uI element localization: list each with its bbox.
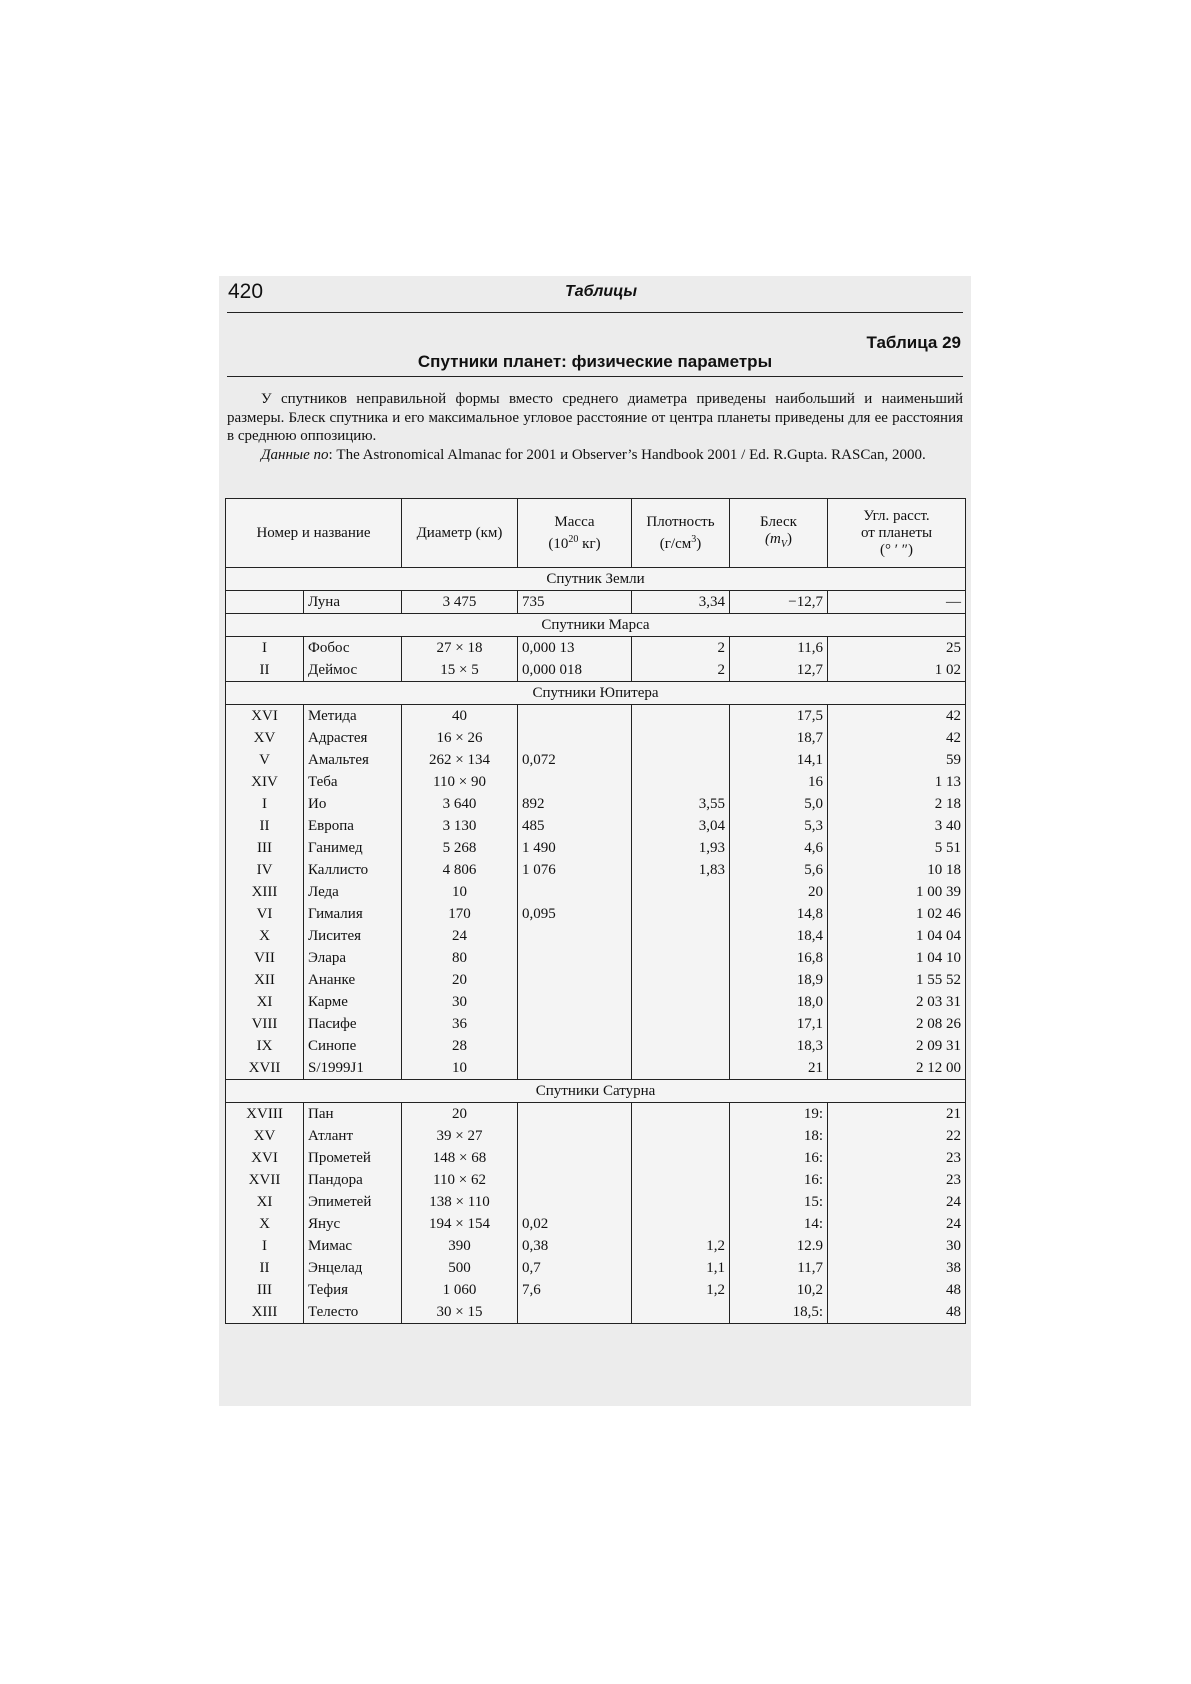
cell-magnitude: 17,1	[730, 1013, 828, 1035]
cell-angular: 48	[828, 1301, 966, 1324]
cell-diameter: 16 × 26	[402, 727, 518, 749]
cell-angular: 1 04 04	[828, 925, 966, 947]
intro-text	[227, 390, 963, 464]
cell-name: Карме	[304, 991, 402, 1013]
cell-mass	[518, 991, 632, 1013]
cell-diameter: 3 640	[402, 793, 518, 815]
cell-mass	[518, 727, 632, 749]
cell-mass: 0,02	[518, 1213, 632, 1235]
cell-diameter: 110 × 90	[402, 771, 518, 793]
cell-mass	[518, 881, 632, 903]
cell-density: 1,2	[632, 1279, 730, 1301]
cell-magnitude: 19:	[730, 1103, 828, 1126]
cell-density: 1,93	[632, 837, 730, 859]
cell-name: Энцелад	[304, 1257, 402, 1279]
cell-num: XII	[226, 969, 304, 991]
cell-magnitude: 5,0	[730, 793, 828, 815]
cell-num: II	[226, 1257, 304, 1279]
cell-mass	[518, 925, 632, 947]
cell-magnitude: 18,4	[730, 925, 828, 947]
cell-mass: 1 490	[518, 837, 632, 859]
cell-magnitude: 18,5:	[730, 1301, 828, 1324]
table-row	[226, 969, 966, 991]
table-row	[226, 793, 966, 815]
cell-magnitude: 12,7	[730, 659, 828, 682]
col-name-header: Номер и название	[226, 499, 402, 568]
table-row	[226, 881, 966, 903]
cell-diameter: 5 268	[402, 837, 518, 859]
cell-name: Адрастея	[304, 727, 402, 749]
table-row	[226, 1213, 966, 1235]
cell-angular: 22	[828, 1125, 966, 1147]
cell-name: Деймос	[304, 659, 402, 682]
cell-mass	[518, 705, 632, 728]
cell-magnitude: 16:	[730, 1147, 828, 1169]
cell-diameter: 40	[402, 705, 518, 728]
cell-mass: 485	[518, 815, 632, 837]
cell-name: Теба	[304, 771, 402, 793]
cell-mass	[518, 1147, 632, 1169]
cell-magnitude: 18,3	[730, 1035, 828, 1057]
cell-num: XV	[226, 1125, 304, 1147]
col-magnitude-header: Блеск $(m_V)$	[730, 499, 828, 568]
col-mass-header: Масса ($10^{20}$ кг)	[518, 499, 632, 568]
cell-angular: 1 00 39	[828, 881, 966, 903]
cell-density: 2	[632, 659, 730, 682]
cell-diameter: 148 × 68	[402, 1147, 518, 1169]
cell-magnitude: 16:	[730, 1169, 828, 1191]
group-title: Спутники Марса	[226, 614, 966, 637]
cell-num: II	[226, 659, 304, 682]
cell-diameter: 20	[402, 1103, 518, 1126]
table-row	[226, 771, 966, 793]
intro-paragraph: У спутников неправильной формы вместо среднего диаметра приведены наибольший и наименьший размеры. Блеск спутника и его максимальное угловое расстояние от центра планеты приведены для ее расстояния в среднюю оппозицию.	[227, 391, 963, 445]
cell-diameter: 170	[402, 903, 518, 925]
cell-num	[226, 591, 304, 614]
cell-name: Ганимед	[304, 837, 402, 859]
cell-magnitude: 14,8	[730, 903, 828, 925]
source-text: : The Astronomical Almanac for 2001 и Observer’s Handbook 2001 / Ed. R.Gupta. RASCan, 2000.	[328, 446, 926, 463]
cell-mass	[518, 1191, 632, 1213]
cell-angular: 3 40	[828, 815, 966, 837]
table-row	[226, 1057, 966, 1080]
source-note	[227, 446, 963, 465]
col-density-header: Плотность $(г/см^3)$	[632, 499, 730, 568]
cell-diameter: 27 × 18	[402, 637, 518, 660]
cell-diameter: 20	[402, 969, 518, 991]
cell-name: Метида	[304, 705, 402, 728]
cell-mass: 0,38	[518, 1235, 632, 1257]
cell-density	[632, 1125, 730, 1147]
cell-mass	[518, 1013, 632, 1035]
cell-num: VI	[226, 903, 304, 925]
table-row	[226, 947, 966, 969]
cell-name: Ио	[304, 793, 402, 815]
cell-angular: 2 08 26	[828, 1013, 966, 1035]
cell-mass: 7,6	[518, 1279, 632, 1301]
cell-name: Янус	[304, 1213, 402, 1235]
cell-angular: 10 18	[828, 859, 966, 881]
cell-diameter: 110 × 62	[402, 1169, 518, 1191]
cell-magnitude: 16,8	[730, 947, 828, 969]
cell-density	[632, 771, 730, 793]
cell-angular: 42	[828, 705, 966, 728]
cell-num: X	[226, 925, 304, 947]
cell-angular: 48	[828, 1279, 966, 1301]
cell-name: Ананке	[304, 969, 402, 991]
cell-num: V	[226, 749, 304, 771]
table-row	[226, 1013, 966, 1035]
cell-mass: 0,000 018	[518, 659, 632, 682]
cell-density: 1,2	[632, 1235, 730, 1257]
cell-diameter: 30 × 15	[402, 1301, 518, 1324]
cell-magnitude: 14:	[730, 1213, 828, 1235]
cell-num: III	[226, 837, 304, 859]
cell-density: 3,55	[632, 793, 730, 815]
table-row	[226, 1235, 966, 1257]
cell-density	[632, 991, 730, 1013]
cell-diameter: 3 475	[402, 591, 518, 614]
cell-mass	[518, 1035, 632, 1057]
cell-mass	[518, 1301, 632, 1324]
table-row	[226, 903, 966, 925]
cell-magnitude: 12.9	[730, 1235, 828, 1257]
group-header-row	[226, 1080, 966, 1103]
cell-density	[632, 727, 730, 749]
cell-diameter: 4 806	[402, 859, 518, 881]
cell-name: Амальтея	[304, 749, 402, 771]
header-rule	[227, 312, 963, 313]
cell-magnitude: 21	[730, 1057, 828, 1080]
cell-mass: 1 076	[518, 859, 632, 881]
table-row	[226, 1191, 966, 1213]
cell-mass	[518, 947, 632, 969]
table-row	[226, 1125, 966, 1147]
cell-density: 3,34	[632, 591, 730, 614]
cell-num: XIV	[226, 771, 304, 793]
cell-angular: 21	[828, 1103, 966, 1126]
cell-num: XVI	[226, 1147, 304, 1169]
cell-angular: 2 09 31	[828, 1035, 966, 1057]
cell-angular: 25	[828, 637, 966, 660]
table-row	[226, 1147, 966, 1169]
cell-density	[632, 903, 730, 925]
satellites-table	[225, 498, 966, 1324]
cell-angular: 5 51	[828, 837, 966, 859]
cell-mass: 0,095	[518, 903, 632, 925]
group-title: Спутники Сатурна	[226, 1080, 966, 1103]
cell-num: X	[226, 1213, 304, 1235]
cell-magnitude: 17,5	[730, 705, 828, 728]
cell-mass	[518, 771, 632, 793]
cell-name: Леда	[304, 881, 402, 903]
cell-name: Синопе	[304, 1035, 402, 1057]
cell-angular: 2 18	[828, 793, 966, 815]
cell-magnitude: 10,2	[730, 1279, 828, 1301]
cell-num: I	[226, 793, 304, 815]
table-row	[226, 837, 966, 859]
cell-magnitude: 18,9	[730, 969, 828, 991]
table-number: Таблица 29	[866, 333, 961, 352]
cell-num: XI	[226, 1191, 304, 1213]
cell-mass	[518, 1125, 632, 1147]
cell-density	[632, 705, 730, 728]
cell-name: Пандора	[304, 1169, 402, 1191]
cell-density	[632, 1191, 730, 1213]
group-title: Спутники Юпитера	[226, 682, 966, 705]
cell-name: Тефия	[304, 1279, 402, 1301]
cell-num: XIII	[226, 1301, 304, 1324]
cell-num: XV	[226, 727, 304, 749]
cell-magnitude: 5,3	[730, 815, 828, 837]
group-header-row	[226, 614, 966, 637]
cell-density	[632, 1301, 730, 1324]
cell-diameter: 80	[402, 947, 518, 969]
cell-diameter: 10	[402, 881, 518, 903]
cell-density	[632, 925, 730, 947]
cell-name: S/1999J1	[304, 1057, 402, 1080]
cell-name: Каллисто	[304, 859, 402, 881]
table-row	[226, 727, 966, 749]
cell-angular: 2 12 00	[828, 1057, 966, 1080]
cell-magnitude: 11,7	[730, 1257, 828, 1279]
cell-name: Лиситея	[304, 925, 402, 947]
cell-num: XVIII	[226, 1103, 304, 1126]
cell-mass: 735	[518, 591, 632, 614]
cell-magnitude: 15:	[730, 1191, 828, 1213]
cell-magnitude: 18:	[730, 1125, 828, 1147]
cell-magnitude: 14,1	[730, 749, 828, 771]
table-row	[226, 1301, 966, 1324]
col-diameter-header: Диаметр (км)	[402, 499, 518, 568]
table-row	[226, 749, 966, 771]
cell-diameter: 36	[402, 1013, 518, 1035]
cell-angular: 1 04 10	[828, 947, 966, 969]
cell-name: Мимас	[304, 1235, 402, 1257]
cell-angular: —	[828, 591, 966, 614]
source-label: Данные по	[261, 446, 329, 463]
cell-diameter: 390	[402, 1235, 518, 1257]
cell-diameter: 194 × 154	[402, 1213, 518, 1235]
cell-density: 1,83	[632, 859, 730, 881]
cell-angular: 24	[828, 1191, 966, 1213]
cell-magnitude: 18,7	[730, 727, 828, 749]
title-rule	[227, 376, 963, 377]
cell-num: IX	[226, 1035, 304, 1057]
table-row	[226, 637, 966, 660]
cell-density	[632, 947, 730, 969]
table-row	[226, 859, 966, 881]
cell-angular: 2 03 31	[828, 991, 966, 1013]
table-row	[226, 1103, 966, 1126]
cell-num: XVII	[226, 1169, 304, 1191]
cell-diameter: 10	[402, 1057, 518, 1080]
cell-angular: 1 02	[828, 659, 966, 682]
cell-num: XVII	[226, 1057, 304, 1080]
table-row	[226, 1279, 966, 1301]
cell-name: Атлант	[304, 1125, 402, 1147]
cell-density	[632, 1035, 730, 1057]
cell-density	[632, 881, 730, 903]
cell-name: Пан	[304, 1103, 402, 1126]
cell-name: Прометей	[304, 1147, 402, 1169]
cell-diameter: 1 060	[402, 1279, 518, 1301]
group-header-row	[226, 568, 966, 591]
cell-num: XI	[226, 991, 304, 1013]
cell-angular: 1 02 46	[828, 903, 966, 925]
cell-name: Телесто	[304, 1301, 402, 1324]
cell-density	[632, 1103, 730, 1126]
cell-diameter: 30	[402, 991, 518, 1013]
cell-num: III	[226, 1279, 304, 1301]
cell-density	[632, 1213, 730, 1235]
cell-num: II	[226, 815, 304, 837]
cell-density	[632, 1147, 730, 1169]
cell-name: Эпиметей	[304, 1191, 402, 1213]
cell-mass	[518, 1057, 632, 1080]
cell-num: VIII	[226, 1013, 304, 1035]
cell-magnitude: 20	[730, 881, 828, 903]
table-header-row	[226, 499, 966, 568]
cell-density: 3,04	[632, 815, 730, 837]
cell-magnitude: 5,6	[730, 859, 828, 881]
cell-angular: 38	[828, 1257, 966, 1279]
table-row	[226, 925, 966, 947]
cell-angular: 24	[828, 1213, 966, 1235]
cell-num: XIII	[226, 881, 304, 903]
cell-diameter: 3 130	[402, 815, 518, 837]
cell-diameter: 500	[402, 1257, 518, 1279]
cell-name: Пасифе	[304, 1013, 402, 1035]
cell-diameter: 24	[402, 925, 518, 947]
cell-name: Гималия	[304, 903, 402, 925]
cell-mass: 0,072	[518, 749, 632, 771]
cell-diameter: 138 × 110	[402, 1191, 518, 1213]
table-row	[226, 815, 966, 837]
page-number: 420	[228, 280, 264, 303]
table-row	[226, 591, 966, 614]
cell-mass	[518, 1169, 632, 1191]
cell-mass: 0,7	[518, 1257, 632, 1279]
cell-angular: 23	[828, 1147, 966, 1169]
cell-angular: 1 13	[828, 771, 966, 793]
cell-angular: 1 55 52	[828, 969, 966, 991]
table-row	[226, 1169, 966, 1191]
table-row	[226, 659, 966, 682]
cell-num: XVI	[226, 705, 304, 728]
cell-diameter: 15 × 5	[402, 659, 518, 682]
cell-name: Европа	[304, 815, 402, 837]
cell-angular: 59	[828, 749, 966, 771]
cell-mass	[518, 1103, 632, 1126]
table-row	[226, 1257, 966, 1279]
cell-name: Элара	[304, 947, 402, 969]
group-header-row	[226, 682, 966, 705]
cell-diameter: 28	[402, 1035, 518, 1057]
running-head: Таблицы	[565, 283, 638, 300]
cell-num: VII	[226, 947, 304, 969]
cell-name: Луна	[304, 591, 402, 614]
cell-magnitude: 18,0	[730, 991, 828, 1013]
cell-diameter: 39 × 27	[402, 1125, 518, 1147]
cell-mass: 892	[518, 793, 632, 815]
cell-diameter: 262 × 134	[402, 749, 518, 771]
cell-angular: 23	[828, 1169, 966, 1191]
cell-density	[632, 969, 730, 991]
group-title: Спутник Земли	[226, 568, 966, 591]
cell-density	[632, 1169, 730, 1191]
cell-mass	[518, 969, 632, 991]
cell-magnitude: 4,6	[730, 837, 828, 859]
col-angular-header: Угл. расст. от планеты (° ′ ″)	[828, 499, 966, 568]
cell-magnitude: −12,7	[730, 591, 828, 614]
cell-density: 2	[632, 637, 730, 660]
cell-density	[632, 1013, 730, 1035]
cell-angular: 42	[828, 727, 966, 749]
cell-mass: 0,000 13	[518, 637, 632, 660]
cell-angular: 30	[828, 1235, 966, 1257]
cell-num: I	[226, 637, 304, 660]
cell-num: IV	[226, 859, 304, 881]
table-title: Спутники планет: физические параметры	[417, 352, 773, 371]
cell-density	[632, 749, 730, 771]
cell-magnitude: 16	[730, 771, 828, 793]
cell-name: Фобос	[304, 637, 402, 660]
cell-magnitude: 11,6	[730, 637, 828, 660]
cell-num: I	[226, 1235, 304, 1257]
cell-density: 1,1	[632, 1257, 730, 1279]
cell-density	[632, 1057, 730, 1080]
table-row	[226, 1035, 966, 1057]
table-row	[226, 991, 966, 1013]
table-row	[226, 705, 966, 728]
